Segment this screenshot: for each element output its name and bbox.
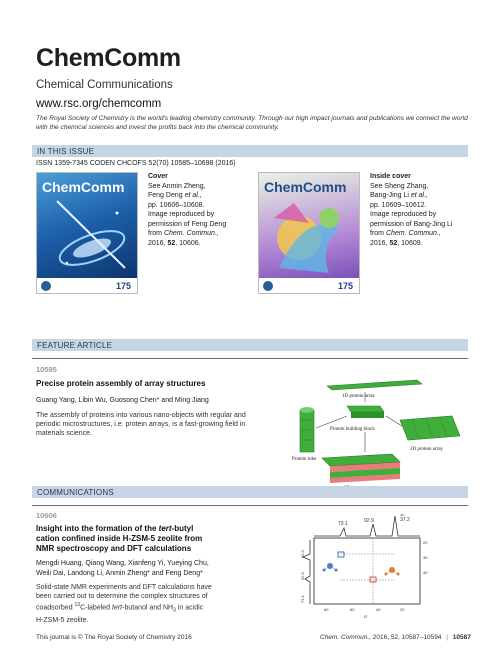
section-bar-in-this-issue: [32, 145, 468, 157]
rsc-logo-icon: [263, 281, 273, 291]
cover-label: Cover: [148, 173, 168, 180]
inside-cover-caption: Inside cover See Sheng Zhang, Bang-Jing Li et al., pp. 10609–10612. Image reproduced by permission of Bang-Jing Li from Chem. Commun., 2016, 52, 10609.: [370, 173, 453, 247]
section-title: COMMUNICATIONS: [37, 487, 114, 497]
label-1d: 1D protein array: [342, 394, 376, 399]
peak-label: 92.9: [364, 518, 374, 524]
issn-line: ISSN 1359-7345 CODEN CHCOFS 52(70) 10585–10698 (2016): [36, 160, 236, 167]
rsc-logo-icon: [41, 281, 51, 291]
cover-number: 175: [337, 281, 353, 291]
article-authors: Guang Yang, Libin Wu, Guosong Chen* and Ming Jiang: [36, 397, 209, 404]
inside-cover-art: [259, 173, 359, 278]
axis-label: 60: [350, 607, 355, 612]
cover-art: [37, 173, 137, 278]
section-title: IN THIS ISSUE: [37, 146, 95, 156]
cover-image[interactable]: [36, 172, 138, 294]
cover-strip: [259, 278, 359, 293]
cover-caption: Cover See Anmin Zheng, Feng Deng et al., pp. 10606–10608. Image reproduced by permission of Feng Deng from Chem. Commun., 2016, 52, 10606.: [148, 173, 227, 247]
journal-title: ChemComm: [36, 44, 181, 72]
axis-label: 92.9: [300, 550, 305, 558]
article-abstract: Solid-state NMR experiments and DFT calculations have been carried out to determine the complex structures of coadsorbed $^{13}$C-labeled tert-butanol and $NH_3$ in acidic H-ZSM-5 zeolite.: [36, 584, 212, 624]
axis-label: 52.9: [300, 572, 305, 580]
divider: [32, 505, 468, 506]
cover-logo: ChemComm: [42, 179, 125, 195]
article-page-number: 10595: [36, 365, 57, 374]
footer-copyright: This journal is © The Royal Society of Chemistry 2016: [36, 634, 192, 641]
axis-label: 30: [423, 555, 428, 560]
axis-label: 73.1: [300, 595, 305, 603]
journal-subtitle: Chemical Communications: [36, 79, 173, 91]
article-title[interactable]: Precise protein assembly of array structures: [36, 379, 206, 388]
section-bar-feature-article: [32, 339, 468, 351]
peak-label: 73.1: [338, 521, 348, 527]
axis-title: f2: [364, 614, 368, 619]
journal-url[interactable]: www.rsc.org/chemcomm: [36, 98, 162, 110]
axis-label: 20: [423, 540, 428, 545]
cover-label: Inside cover: [370, 173, 411, 180]
inside-cover-image[interactable]: [258, 172, 360, 294]
cover-strip: [37, 278, 137, 293]
protein-array-graphic: [292, 372, 462, 490]
article-page-number: 10606: [36, 511, 57, 520]
label-block: Protein building block: [330, 427, 375, 432]
label-tube: Protein tube: [292, 457, 317, 462]
cover-number: 175: [115, 281, 131, 291]
axis-label: 40: [376, 607, 381, 612]
nmr-spectrum-graphic: [300, 514, 450, 622]
footer-citation: Chem. Commun., 2016, 52, 10587–10594 | 10587: [320, 634, 471, 641]
article-abstract: The assembly of proteins into various nano-objects with regular and periodic microstructures, i.e. protein arrays, is a fast-growing field in materials science.: [36, 412, 246, 437]
cover-logo: ChemComm: [264, 179, 347, 195]
article-title[interactable]: Insight into the formation of the tert-butyl cation confined inside H-ZSM-5 zeolite from NMR spectroscopy and DFT calculations: [36, 524, 203, 553]
axis-label: 40: [423, 570, 428, 575]
footer-page-number: 10587: [452, 634, 471, 641]
axis-label: 60: [324, 607, 329, 612]
label-2d: 2D protein array: [410, 447, 444, 452]
article-authors: Mengdi Huang, Qiang Wang, Xianfeng Yi, Yueying Chu, Weili Dai, Landong Li, Anmin Zheng* and Feng Deng*: [36, 560, 209, 577]
tagline: The Royal Society of Chemistry is the world's leading chemistry community. Through our high impact journals and publications we connect the world with the chemical sciences and invest the profits back into the chemical community.: [36, 115, 468, 131]
section-bar-communications: [32, 486, 468, 498]
divider: [32, 358, 468, 359]
peak-label: 30: [400, 514, 405, 517]
section-title: FEATURE ARTICLE: [37, 340, 113, 350]
peak-label: 37.2: [400, 517, 410, 523]
axis-label: 20: [400, 607, 405, 612]
